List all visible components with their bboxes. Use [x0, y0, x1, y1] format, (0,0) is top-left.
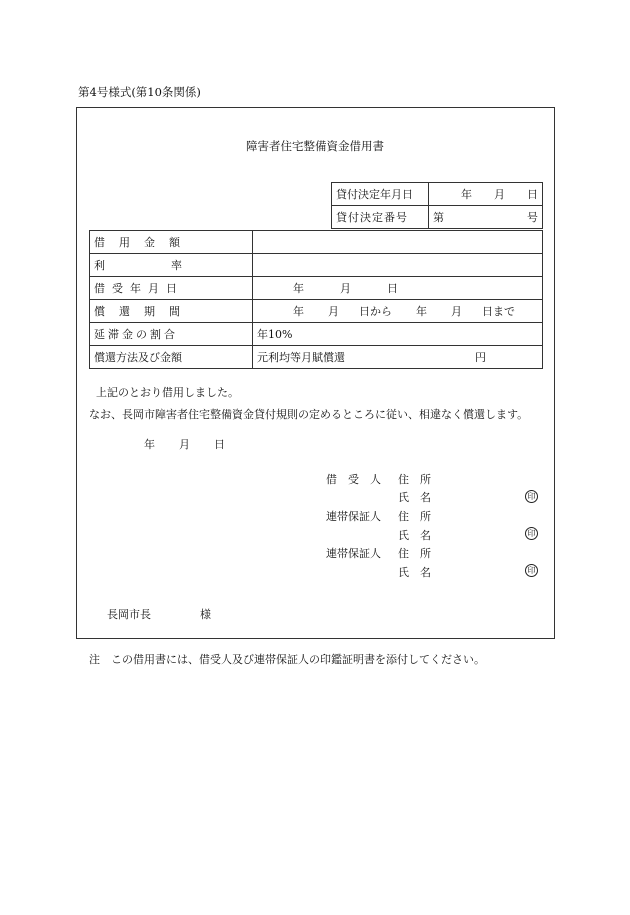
period-end-year: 年: [416, 305, 427, 318]
guarantor-1-name-label: 氏 名: [398, 529, 431, 542]
guarantor-1-address-label: 住 所: [398, 510, 431, 523]
table-row: [90, 254, 543, 277]
guarantor-2-address-label: 住 所: [398, 547, 431, 560]
repayment-period-label: 償還期間: [90, 300, 253, 323]
table-row: [90, 323, 543, 346]
decision-number-prefix: 第: [433, 211, 444, 224]
interest-rate-label: 利率: [90, 254, 253, 277]
statement-line-2: なお、長岡市障害者住宅整備資金貸付規則の定めるところに従い、相違なく償還します。: [89, 408, 529, 421]
period-start-year: 年: [293, 305, 304, 318]
statement-date: [144, 436, 225, 452]
addressee-honorific: 様: [200, 608, 211, 621]
statement-year: 年: [144, 438, 155, 451]
receipt-date-value: [253, 277, 543, 300]
borrower-name-label: 氏 名: [398, 491, 431, 504]
receipt-day: 日: [387, 282, 398, 295]
period-end-day: 日まで: [482, 305, 515, 318]
statement-line-1: 上記のとおり借用しました。: [96, 386, 239, 399]
receipt-date-label: 借受年月日: [90, 277, 253, 300]
period-start-month: 月: [328, 305, 339, 318]
repayment-period-value: [253, 300, 543, 323]
loan-details-table: [89, 230, 543, 369]
decision-date-label: 貸付決定年月日: [332, 183, 429, 206]
decision-number-label: 貸付決定番号: [332, 206, 429, 229]
period-end-month: 月: [451, 305, 462, 318]
statement-month: 月: [179, 438, 190, 451]
table-row: [90, 300, 543, 323]
repayment-method-label: 償還方法及び金額: [90, 346, 253, 369]
decision-date-value: 年 月 日: [429, 183, 543, 206]
borrower-seal-mark: 印: [525, 490, 538, 503]
loan-amount-value: [253, 231, 543, 254]
late-fee-label: 延滞金の割合: [90, 323, 253, 346]
table-row: [332, 206, 543, 229]
guarantor-2-label: 連帯保証人: [326, 547, 381, 560]
loan-amount-label: 借用金額: [90, 231, 253, 254]
repayment-method-value: [253, 346, 543, 369]
guarantor-1-label: 連帯保証人: [326, 510, 381, 523]
guarantor-2-name-label: 氏 名: [398, 566, 431, 579]
footer-note: 注 この借用書には、借受人及び連帯保証人の印鑑証明書を添付してください。: [89, 653, 485, 666]
guarantor-1-seal-mark: 印: [525, 527, 538, 540]
table-row: [90, 346, 543, 369]
table-row: [90, 231, 543, 254]
addressee-title: 長岡市長: [107, 608, 151, 621]
late-fee-value: 年10%: [253, 323, 543, 346]
repayment-method-unit: 円: [475, 351, 486, 364]
table-row: [90, 277, 543, 300]
receipt-month: 月: [340, 282, 351, 295]
statement-day: 日: [214, 438, 225, 451]
borrower-label: 借 受 人: [326, 473, 381, 486]
decision-number-suffix: 号: [527, 211, 538, 224]
document-title: 障害者住宅整備資金借用書: [246, 139, 384, 153]
guarantor-2-seal-mark: 印: [525, 564, 538, 577]
form-number-label: 第4号様式(第10条関係): [78, 85, 201, 99]
table-row: [332, 183, 543, 206]
repayment-method-text: 元利均等月賦償還: [257, 351, 345, 364]
period-start-day: 日から: [359, 305, 392, 318]
receipt-year: 年: [293, 282, 304, 295]
interest-rate-value: [253, 254, 543, 277]
decision-number-value: [429, 206, 543, 229]
borrower-address-label: 住 所: [398, 473, 431, 486]
loan-decision-table: [331, 182, 543, 229]
